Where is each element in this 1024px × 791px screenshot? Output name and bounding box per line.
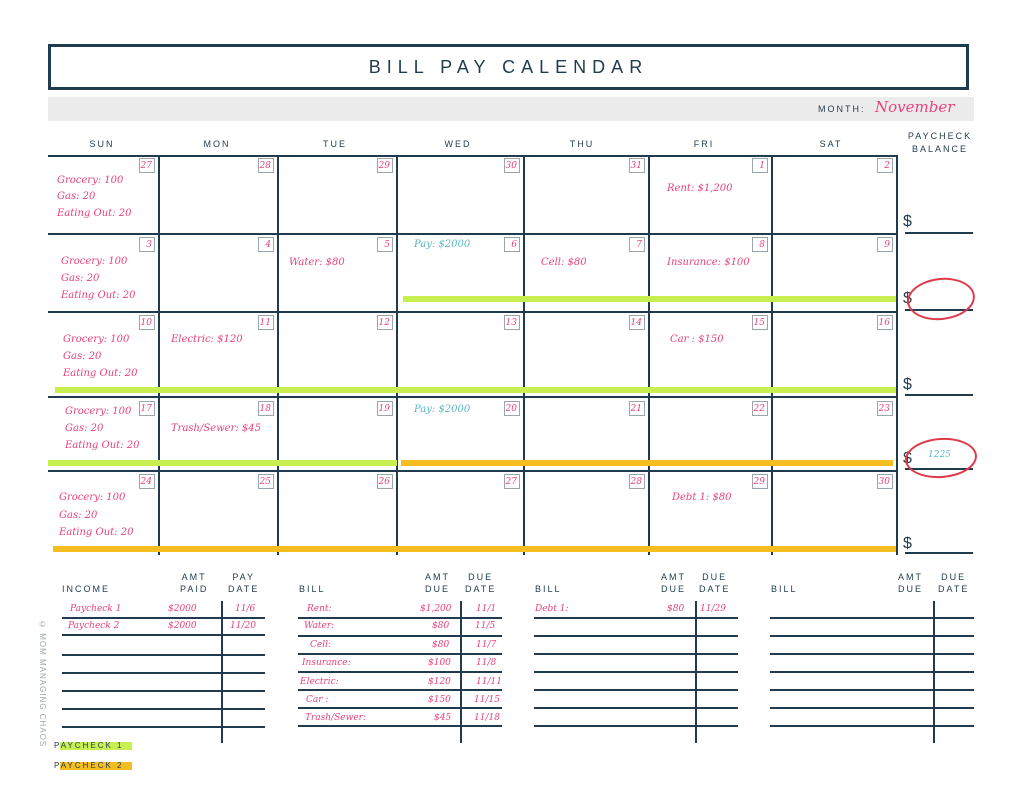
amt-due-line2: DUE	[661, 584, 687, 594]
pay-date-line1: PAY	[232, 572, 256, 582]
bill-amt: $100	[428, 658, 451, 668]
income-name: Paycheck 1	[70, 604, 122, 614]
day-number: 17	[139, 401, 155, 416]
grid-line	[523, 155, 525, 555]
entry-grocery: Grocery: 100	[61, 256, 128, 267]
bill-name: Car :	[306, 695, 329, 705]
balance-dollar[interactable]: $	[903, 213, 912, 230]
paycheck1-band	[48, 460, 397, 466]
day-number: 26	[377, 474, 393, 489]
table-line	[62, 654, 265, 656]
income-amt: $2000	[168, 604, 197, 614]
day-number: 12	[377, 315, 393, 330]
bill-name: Rent:	[307, 604, 332, 614]
day-header-wed: WED	[444, 139, 472, 149]
balance-dollar[interactable]: $	[903, 376, 912, 393]
bill-date: 11/8	[476, 658, 497, 668]
bill-header: BILL	[771, 584, 798, 594]
bill-name: Water:	[304, 621, 335, 631]
balance-dollar[interactable]: $	[903, 450, 912, 467]
table-line	[62, 672, 265, 674]
entry-gas: Gas: 20	[59, 510, 98, 521]
entry-pay: Pay: $2000	[414, 239, 471, 250]
amt-paid-line2: PAID	[180, 584, 209, 594]
day-number: 19	[377, 401, 393, 416]
entry-eating-out: Eating Out: 20	[63, 368, 138, 379]
table-line	[298, 617, 502, 619]
day-number: 29	[377, 158, 393, 173]
legend-paycheck-1	[54, 741, 124, 750]
grid-line	[396, 155, 398, 555]
bill-date: 11/1	[476, 604, 497, 614]
day-header-fri: FRI	[693, 139, 715, 149]
table-line	[770, 617, 974, 619]
grid-line	[648, 155, 650, 555]
table-line	[695, 601, 697, 743]
due-date-line2: DATE	[699, 584, 731, 594]
day-number: 2	[877, 158, 893, 173]
bill-header: BILL	[299, 584, 326, 594]
day-number: 28	[258, 158, 274, 173]
table-line	[298, 707, 502, 709]
day-number: 15	[752, 315, 768, 330]
amt-paid-line1: AMT	[181, 572, 207, 582]
bill-date: 11/11	[476, 677, 502, 687]
entry-gas: Gas: 20	[63, 351, 102, 362]
amt-due-line2: DUE	[425, 584, 451, 594]
day-header-thu: THU	[569, 139, 595, 149]
grid-line	[771, 155, 773, 555]
balance-line	[905, 394, 973, 396]
table-line	[534, 653, 738, 655]
day-number: 20	[504, 401, 520, 416]
day-number: 8	[752, 237, 768, 252]
bill-date: 11/18	[474, 713, 500, 723]
entry-grocery: Grocery: 100	[63, 334, 130, 345]
table-line	[298, 635, 502, 637]
day-header-tue: TUE	[323, 139, 347, 149]
table-line	[534, 725, 738, 727]
day-number: 25	[258, 474, 274, 489]
table-line	[534, 671, 738, 673]
table-line	[933, 601, 935, 743]
due-date-line1: DUE	[468, 572, 494, 582]
legend-paycheck-2	[54, 761, 124, 770]
legend-label: PAYCHECK 1	[54, 741, 124, 750]
table-line	[534, 689, 738, 691]
day-header-sat: SAT	[819, 139, 843, 149]
day-number: 13	[504, 315, 520, 330]
bill-name: Trash/Sewer:	[305, 713, 366, 723]
income-amt: $2000	[168, 621, 197, 631]
bill-date: 11/29	[700, 604, 726, 614]
table-line	[62, 708, 265, 710]
table-line	[221, 601, 223, 743]
entry-gas: Gas: 20	[61, 273, 100, 284]
income-date: 11/6	[235, 604, 256, 614]
entry-debt: Debt 1: $80	[672, 492, 732, 503]
entry-pay: Pay: $2000	[414, 404, 471, 415]
bill-amt: $1,200	[420, 604, 452, 614]
amt-due-header	[661, 571, 686, 595]
paycheck-balance-header	[895, 130, 985, 156]
amt-due-header	[898, 571, 923, 595]
bill-amt: $150	[428, 695, 451, 705]
month-value[interactable]: November	[875, 98, 955, 116]
day-number: 24	[139, 474, 155, 489]
day-number: 10	[139, 315, 155, 330]
due-date-line2: DATE	[465, 584, 497, 594]
balance-dollar[interactable]: $	[903, 535, 912, 552]
table-line	[534, 707, 738, 709]
day-number: 23	[877, 401, 893, 416]
entry-eating-out: Eating Out: 20	[61, 290, 136, 301]
bill-header: BILL	[535, 584, 562, 594]
table-line	[770, 635, 974, 637]
day-number: 27	[504, 474, 520, 489]
entry-gas: Gas: 20	[65, 423, 104, 434]
day-number: 3	[139, 237, 155, 252]
balance-value: 1225	[928, 450, 951, 460]
due-date-header	[465, 571, 496, 595]
page-title: BILL PAY CALENDAR	[48, 44, 969, 90]
pay-date-header	[228, 571, 259, 595]
day-number: 28	[629, 474, 645, 489]
entry-electric: Electric: $120	[171, 334, 243, 345]
bill-amt: $120	[428, 677, 451, 687]
bill-date: 11/15	[474, 695, 500, 705]
amt-due-line1: AMT	[898, 572, 923, 582]
day-number: 31	[629, 158, 645, 173]
table-line	[62, 726, 265, 728]
table-line	[62, 690, 265, 692]
table-line	[770, 671, 974, 673]
day-number: 18	[258, 401, 274, 416]
day-number: 4	[258, 237, 274, 252]
copyright-text: © MOM MANAGING CHAOS	[38, 620, 47, 748]
highlight-circle	[904, 436, 979, 481]
day-number: 14	[629, 315, 645, 330]
bill-name: Cell:	[310, 640, 332, 650]
day-header-sun: SUN	[89, 139, 115, 149]
due-date-header	[699, 571, 730, 595]
entry-water: Water: $80	[289, 257, 345, 268]
table-line	[770, 689, 974, 691]
bill-name: Debt 1:	[535, 604, 569, 614]
paycheck1-band	[403, 296, 896, 302]
month-label: MONTH:	[818, 104, 866, 114]
grid-line	[896, 155, 898, 555]
table-line	[62, 617, 265, 619]
bill-name: Insurance:	[302, 658, 351, 668]
balance-dollar[interactable]: $	[903, 290, 912, 307]
amt-due-line2: DUE	[898, 584, 924, 594]
table-line	[770, 725, 974, 727]
due-date-header	[938, 571, 969, 595]
day-number: 7	[629, 237, 645, 252]
income-date: 11/20	[230, 621, 256, 631]
bill-date: 11/5	[475, 621, 496, 631]
entry-eating-out: Eating Out: 20	[65, 440, 140, 451]
entry-gas: Gas: 20	[57, 191, 96, 202]
paycheck2-band	[401, 460, 893, 466]
table-line	[298, 725, 502, 727]
day-number: 22	[752, 401, 768, 416]
bill-amt: $80	[432, 621, 450, 631]
day-number: 1	[752, 158, 768, 173]
bill-amt: $80	[432, 640, 450, 650]
due-date-line1: DUE	[941, 572, 967, 582]
table-line	[770, 707, 974, 709]
pay-date-line2: DATE	[228, 584, 260, 594]
bill-amt: $80	[667, 604, 685, 614]
entry-car: Car : $150	[670, 334, 724, 345]
day-number: 29	[752, 474, 768, 489]
bill-amt: $45	[434, 713, 452, 723]
table-line	[534, 635, 738, 637]
day-number: 16	[877, 315, 893, 330]
amt-due-line1: AMT	[661, 572, 686, 582]
entry-insurance: Insurance: $100	[667, 257, 750, 268]
day-number: 11	[258, 315, 274, 330]
paycheck1-band	[55, 387, 896, 393]
entry-grocery: Grocery: 100	[65, 406, 132, 417]
due-date-line1: DUE	[702, 572, 728, 582]
day-header-mon: MON	[203, 139, 231, 149]
entry-eating-out: Eating Out: 20	[57, 208, 132, 219]
table-line	[298, 671, 502, 673]
entry-rent: Rent: $1,200	[667, 183, 733, 194]
balance-line	[905, 232, 973, 234]
entry-grocery: Grocery: 100	[57, 175, 124, 186]
table-line	[534, 617, 738, 619]
entry-trash-sewer: Trash/Sewer: $45	[171, 423, 262, 434]
entry-cell: Cell: $80	[541, 257, 587, 268]
table-line	[770, 653, 974, 655]
grid-line	[277, 155, 279, 555]
amt-paid-header	[180, 571, 208, 595]
table-line	[460, 601, 462, 743]
day-number: 30	[504, 158, 520, 173]
grid-line	[158, 155, 160, 555]
pb-header-line1: PAYCHECK	[907, 131, 973, 141]
table-line	[298, 653, 502, 655]
day-number: 5	[377, 237, 393, 252]
bill-name: Electric:	[300, 677, 339, 687]
amt-due-header	[425, 571, 450, 595]
highlight-circle	[905, 275, 977, 324]
legend-label: PAYCHECK 2	[54, 761, 124, 770]
paycheck2-band	[53, 546, 896, 552]
day-number: 9	[877, 237, 893, 252]
bill-date: 11/7	[476, 640, 497, 650]
table-line	[62, 634, 265, 636]
entry-grocery: Grocery: 100	[59, 492, 126, 503]
pb-header-line2: BALANCE	[911, 144, 969, 154]
income-header: INCOME	[62, 584, 110, 594]
balance-line	[905, 552, 973, 554]
due-date-line2: DATE	[938, 584, 970, 594]
entry-eating-out: Eating Out: 20	[59, 527, 134, 538]
table-line	[298, 689, 502, 691]
income-name: Paycheck 2	[68, 621, 120, 631]
day-number: 30	[877, 474, 893, 489]
day-number: 21	[629, 401, 645, 416]
day-number: 27	[139, 158, 155, 173]
day-number: 6	[504, 237, 520, 252]
amt-due-line1: AMT	[425, 572, 450, 582]
